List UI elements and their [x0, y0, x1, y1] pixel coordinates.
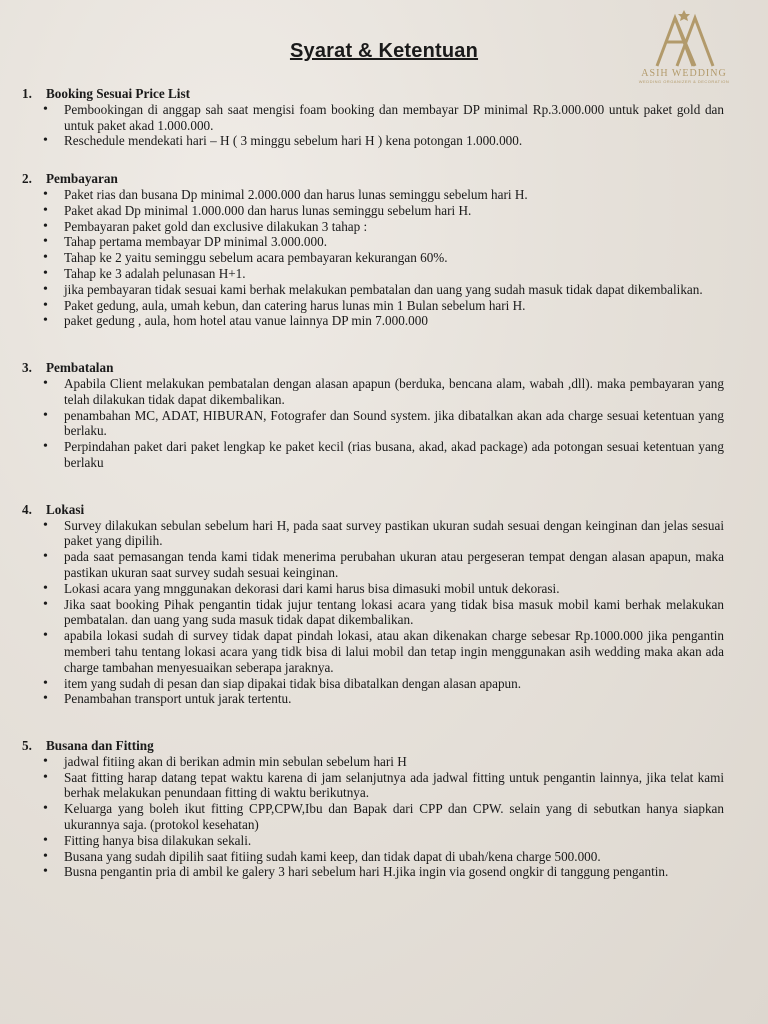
list-item: • jadwal fitiing akan di berikan admin min sebulan sebelum hari H — [64, 754, 724, 770]
list-item: • Paket akad Dp minimal 1.000.000 dan harus lunas seminggu sebelum hari H. — [64, 203, 724, 219]
logo-tagline: WEDDING ORGANIZER & DECORATION — [638, 79, 730, 84]
list-item: • apabila lokasi sudah di survey tidak dapat pindah lokasi, atau akan dikenakan charge sebesar Rp.1000.000 jika pengantin memberi tahu tentang lokasi acara yang tidk bisa di lalui mobil dan tetap ingin menggunakan asih wedding maka akan ada charge tambahan menyesuaikan seberapa jaraknya. — [64, 628, 724, 675]
section-pembayaran — [22, 171, 724, 329]
list-item: • pada saat pemasangan tenda kami tidak menerima perubahan ukuran atau pergeseran tempat dengan alasan apapun, maka pastikan ukuran saat survey sudah sesuai keinginan. — [64, 549, 724, 581]
list-item: • Lokasi acara yang mnggunakan dekorasi dari kami harus bisa dimasuki mobil untuk dekorasi. — [64, 581, 724, 597]
section-list — [22, 187, 724, 329]
section-busana-fitting — [22, 738, 724, 880]
list-item: • Saat fitting harap datang tepat waktu karena di jam selanjutnya ada jadwal fitting untuk pengantin lainnya, jika telat kami berhak melakukan penundaan fitting di waktu berikutnya. — [64, 770, 724, 802]
list-item: • Paket rias dan busana Dp minimal 2.000.000 dan harus lunas seminggu sebelum hari H. — [64, 187, 724, 203]
logo-monogram-icon — [649, 8, 719, 70]
list-item: • Jika saat booking Pihak pengantin tidak jujur tentang lokasi acara yang tidak bisa masuk mobil kami berhak melakukan pembatalan. dan uang yang suda masuk tidak dapat dikembalikan. — [64, 597, 724, 629]
section-number: 2. — [22, 171, 32, 187]
list-item: • item yang sudah di pesan dan siap dipakai tidak bisa dibatalkan dengan alasan apapun. — [64, 676, 724, 692]
list-item: • Reschedule mendekati hari – H ( 3 minggu sebelum hari H ) kena potongan 1.000.000. — [64, 133, 724, 149]
section-number: 5. — [22, 738, 32, 754]
logo-name: ASIH WEDDING — [641, 68, 727, 79]
list-item: • Busana yang sudah dipilih saat fitiing sudah kami keep, dan tidak dapat di ubah/kena charge 500.000. — [64, 849, 724, 865]
terms-content — [22, 86, 724, 880]
section-list — [22, 376, 724, 471]
section-list — [22, 518, 724, 708]
list-item: • Penambahan transport untuk jarak tertentu. — [64, 691, 724, 707]
list-item: • Pembayaran paket gold dan exclusive dilakukan 3 tahap : — [64, 219, 724, 235]
section-booking — [22, 86, 724, 149]
list-item: • paket gedung , aula, hom hotel atau vanue lainnya DP min 7.000.000 — [64, 313, 724, 329]
list-item: • Tahap pertama membayar DP minimal 3.000.000. — [64, 234, 724, 250]
section-heading: Busana dan Fitting — [46, 738, 154, 754]
list-item: • jika pembayaran tidak sesuai kami berhak melakukan pembatalan dan uang yang sudah masuk tidak dapat dikembalikan. — [64, 282, 724, 298]
list-item: • Tahap ke 3 adalah pelunasan H+1. — [64, 266, 724, 282]
section-heading: Lokasi — [46, 501, 85, 517]
section-number: 4. — [22, 501, 32, 517]
list-item: • Paket gedung, aula, umah kebun, dan catering harus lunas min 1 Bulan sebelum hari H. — [64, 298, 724, 314]
section-pembatalan — [22, 360, 724, 471]
section-list — [22, 754, 724, 880]
section-list — [22, 102, 724, 149]
list-item: • Apabila Client melakukan pembatalan dengan alasan apapun (berduka, bencana alam, wabah ,dll). maka pembayaran yang telah dilakukan tidak dapat dikembalikan. — [64, 376, 724, 408]
list-item: • Fitting hanya bisa dilakukan sekali. — [64, 833, 724, 849]
list-item: • Survey dilakukan sebulan sebelum hari H, pada saat survey pastikan ukuran sudah sesuai dengan keinginan dan jelas sesuai paket yang dipilih. — [64, 518, 724, 550]
list-item: • Keluarga yang boleh ikut fitting CPP,CPW,Ibu dan Bapak dari CPP dan CPW. selain yang di sebutkan hanya siapkan ukurannya saja. (protokol kesehatan) — [64, 801, 724, 833]
list-item: • Perpindahan paket dari paket lengkap ke paket kecil (rias busana, akad, akad package) ada potongan sesuai ketentuan yang berlaku — [64, 439, 724, 471]
list-item: • Tahap ke 2 yaitu seminggu sebelum acara pembayaran kekurangan 60%. — [64, 250, 724, 266]
list-item: • Busna pengantin pria di ambil ke galery 3 hari sebelum hari H.jika ingin via gosend ongkir di tanggung pengantin. — [64, 864, 724, 880]
brand-logo — [636, 8, 732, 92]
section-heading: Pembatalan — [46, 360, 114, 376]
list-item: • Pembookingan di anggap sah saat mengisi foam booking dan membayar DP minimal Rp.3.000.000 untuk paket gold dan untuk paket akad 1.000.000. — [64, 102, 724, 134]
section-heading: Booking Sesuai Price List — [46, 86, 190, 101]
section-number: 3. — [22, 360, 32, 376]
list-item: • penambahan MC, ADAT, HIBURAN, Fotografer dan Sound system. jika dibatalkan akan ada charge sesuai ketentuan yang berlaku. — [64, 408, 724, 440]
section-lokasi — [22, 502, 724, 707]
section-heading: Pembayaran — [46, 171, 118, 187]
section-number: 1. — [22, 86, 32, 101]
page-title: Syarat & Ketentuan — [289, 40, 479, 62]
